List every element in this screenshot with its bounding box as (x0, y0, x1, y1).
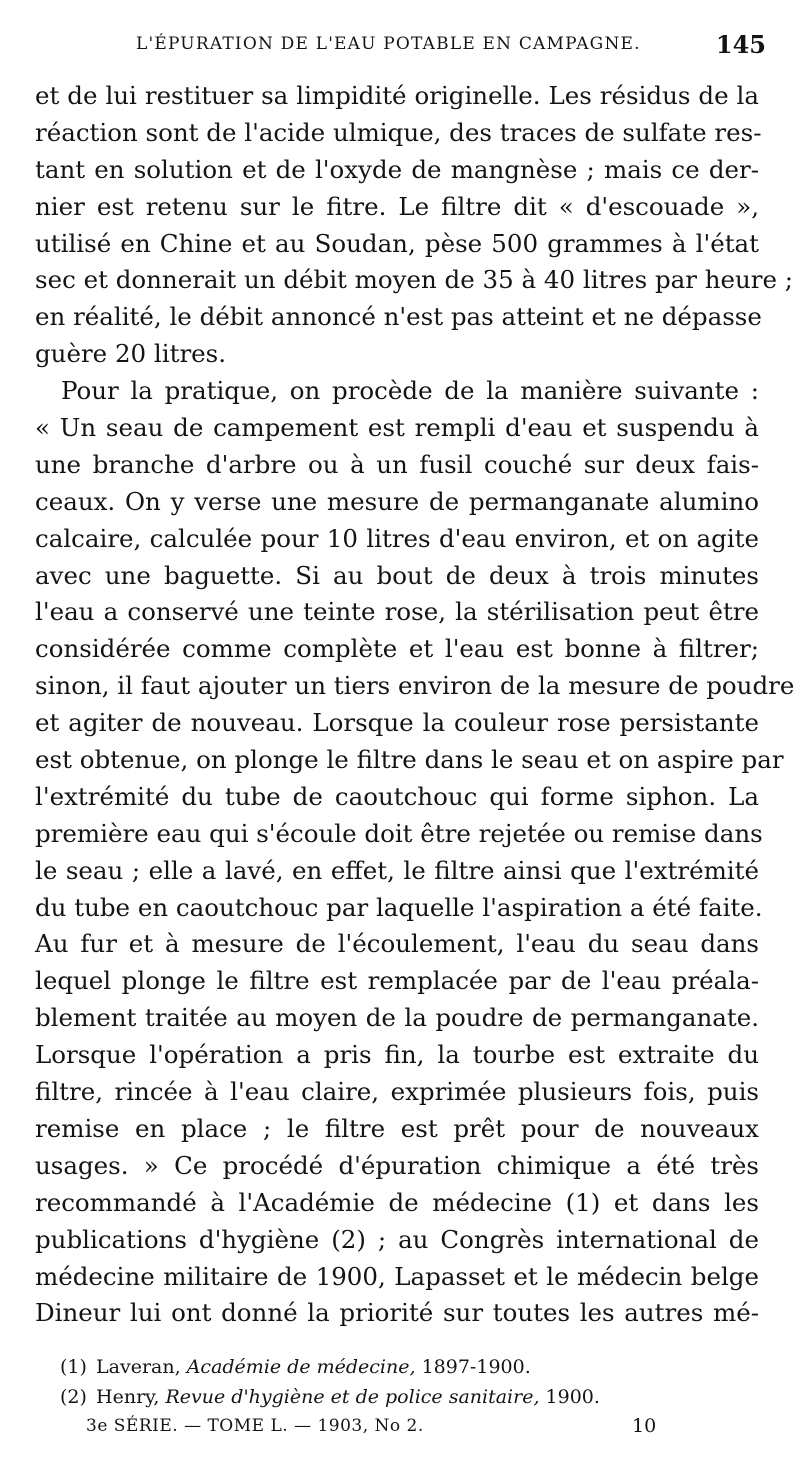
text-line: sec et donnerait un débit moyen de 35 à 40 litres par heure ; (35, 265, 794, 295)
footnote-source: Académie de médecine, (186, 1356, 416, 1378)
text-line: guère 20 litres. (35, 339, 227, 369)
text-line: Pour la pratique, on procède de la manière suivante : (61, 376, 759, 406)
footnote (60, 1352, 760, 1382)
footnote (60, 1382, 760, 1412)
body-text (35, 78, 795, 1332)
sheet-number: 10 (632, 1415, 657, 1437)
footnote-author: Laveran, (96, 1356, 181, 1378)
text-line: première eau qui s'écoule doit être rejetée ou remise dans (35, 818, 763, 848)
printer-signature (86, 1411, 686, 1441)
text-line: usages. » Ce procédé d'épuration chimique a été très (35, 1150, 759, 1180)
text-line: « Un seau de campement est rempli d'eau et suspendu à (35, 413, 759, 443)
text-line: filtre, rincée à l'eau claire, exprimée plusieurs fois, puis (35, 1077, 759, 1107)
text-line: le seau ; elle a lavé, en effet, le filtre ainsi que l'extrémité (35, 855, 759, 885)
footnote-date: 1897-1900. (421, 1356, 531, 1378)
series-info: 3e SÉRIE. — TOME L. — 1903, No 2. (86, 1416, 424, 1436)
text-line: lequel plonge le filtre est remplacée par de l'eau préala- (35, 966, 759, 996)
text-line: publications d'hygiène (2) ; au Congrès international de (35, 1224, 759, 1254)
text-line: remise en place ; le filtre est prêt pour de nouveaux (35, 1113, 759, 1143)
footnote-date: 1900. (545, 1386, 600, 1408)
page-number: 145 (715, 30, 766, 59)
text-line: avec une baguette. Si au bout de deux à trois minutes (35, 560, 759, 590)
text-line: et de lui restituer sa limpidité originelle. Les résidus de la (35, 81, 759, 110)
text-line: l'extrémité du tube de caoutchouc qui forme siphon. La (35, 781, 759, 811)
text-line: du tube en caoutchouc par laquelle l'aspiration a été faite. (35, 892, 763, 922)
footnote-author: Henry, (96, 1386, 160, 1408)
text-line: blement traitée au moyen de la poudre de permanganate. (35, 1003, 759, 1033)
text-line: recommandé à l'Académie de médecine (1) et dans les (35, 1187, 759, 1217)
text-line: sinon, il faut ajouter un tiers environ de la mesure de poudre (35, 671, 795, 701)
text-line: calcaire, calculée pour 10 litres d'eau environ, et on agite (35, 523, 759, 553)
footnote-mark: (1) (60, 1356, 87, 1378)
text-line: considérée comme complète et l'eau est bonne à filtrer; (35, 634, 759, 664)
page-header (36, 30, 766, 68)
text-line: et agiter de nouveau. Lorsque la couleur rose persistante (35, 708, 759, 738)
text-line: est obtenue, on plonge le filtre dans le seau et on aspire par (35, 745, 784, 775)
running-title: L'ÉPURATION DE L'EAU POTABLE EN CAMPAGNE. (136, 34, 641, 54)
text-line: Lorsque l'opération a pris fin, la tourbe est extraite du (35, 1040, 759, 1070)
text-line: médecine militaire de 1900, Lapasset et le médecin belge (35, 1261, 759, 1291)
text-line: tant en solution et de l'oxyde de mangnèse ; mais ce der- (35, 154, 759, 184)
text-line: l'eau a conservé une teinte rose, la stérilisation peut être (35, 597, 759, 627)
text-line: Au fur et à mesure de l'écoulement, l'eau du seau dans (35, 929, 759, 959)
text-line: réaction sont de l'acide ulmique, des traces de sulfate res- (35, 117, 762, 147)
footnote-source: Revue d'hygiène et de police sanitaire, (165, 1386, 540, 1408)
text-line: une branche d'arbre ou à un fusil couché sur deux fais- (35, 449, 759, 479)
text-line: nier est retenu sur le fitre. Le filtre dit « d'escouade », (35, 191, 759, 221)
text-line: Dineur lui ont donné la priorité sur toutes les autres mé- (35, 1298, 759, 1328)
text-line: utilisé en Chine et au Soudan, pèse 500 grammes à l'état (35, 228, 759, 258)
footnotes (60, 1352, 760, 1412)
footnote-mark: (2) (60, 1386, 87, 1408)
text-line: en réalité, le débit annoncé n'est pas atteint et ne dépasse (35, 302, 762, 332)
text-line: ceaux. On y verse une mesure de permanganate alumino (35, 486, 759, 516)
